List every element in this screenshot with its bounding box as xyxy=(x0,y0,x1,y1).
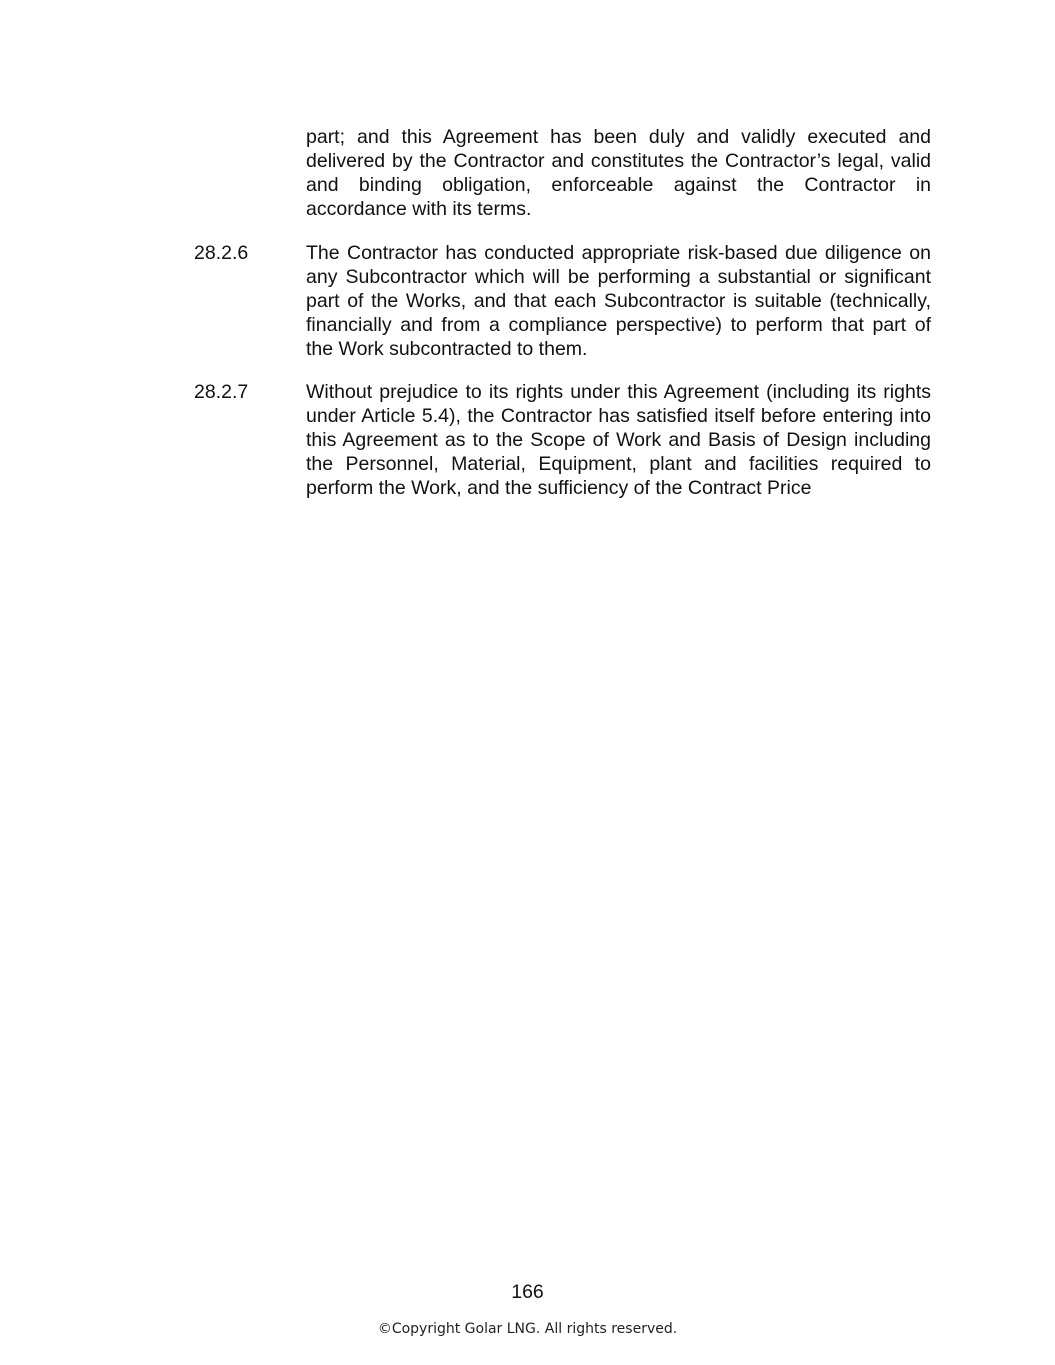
page-number: 166 xyxy=(511,1281,544,1303)
clause-number: 28.2.7 xyxy=(194,381,249,403)
clause-number: 28.2.6 xyxy=(194,242,249,264)
clause-text: The Contractor has conducted appropriate risk-based due diligence on any Subcontractor which will be performing a substantial or significant part of the Works, and that each Subcontractor is suitable (technically, financially and from a compliance perspective) to perform that part of the Work subcontracted to them. xyxy=(306,242,931,360)
clause-text: Without prejudice to its rights under this Agreement (including its rights under Article 5.4), the Contractor has satisfied itself before entering into this Agreement as to the Scope of Work and Basis of Design including the Personnel, Material, Equipment, plant and facilities required to perform the Work, and the sufficiency of the Contract Price xyxy=(306,381,931,499)
continuation-paragraph: part; and this Agreement has been duly and validly executed and delivered by the Contractor and constitutes the Contractor’s legal, valid and binding obligation, enforceable against the Contractor in accordance with its terms. xyxy=(306,126,931,220)
copyright-notice: ©Copyright Golar LNG. All rights reserved. xyxy=(377,1321,678,1337)
